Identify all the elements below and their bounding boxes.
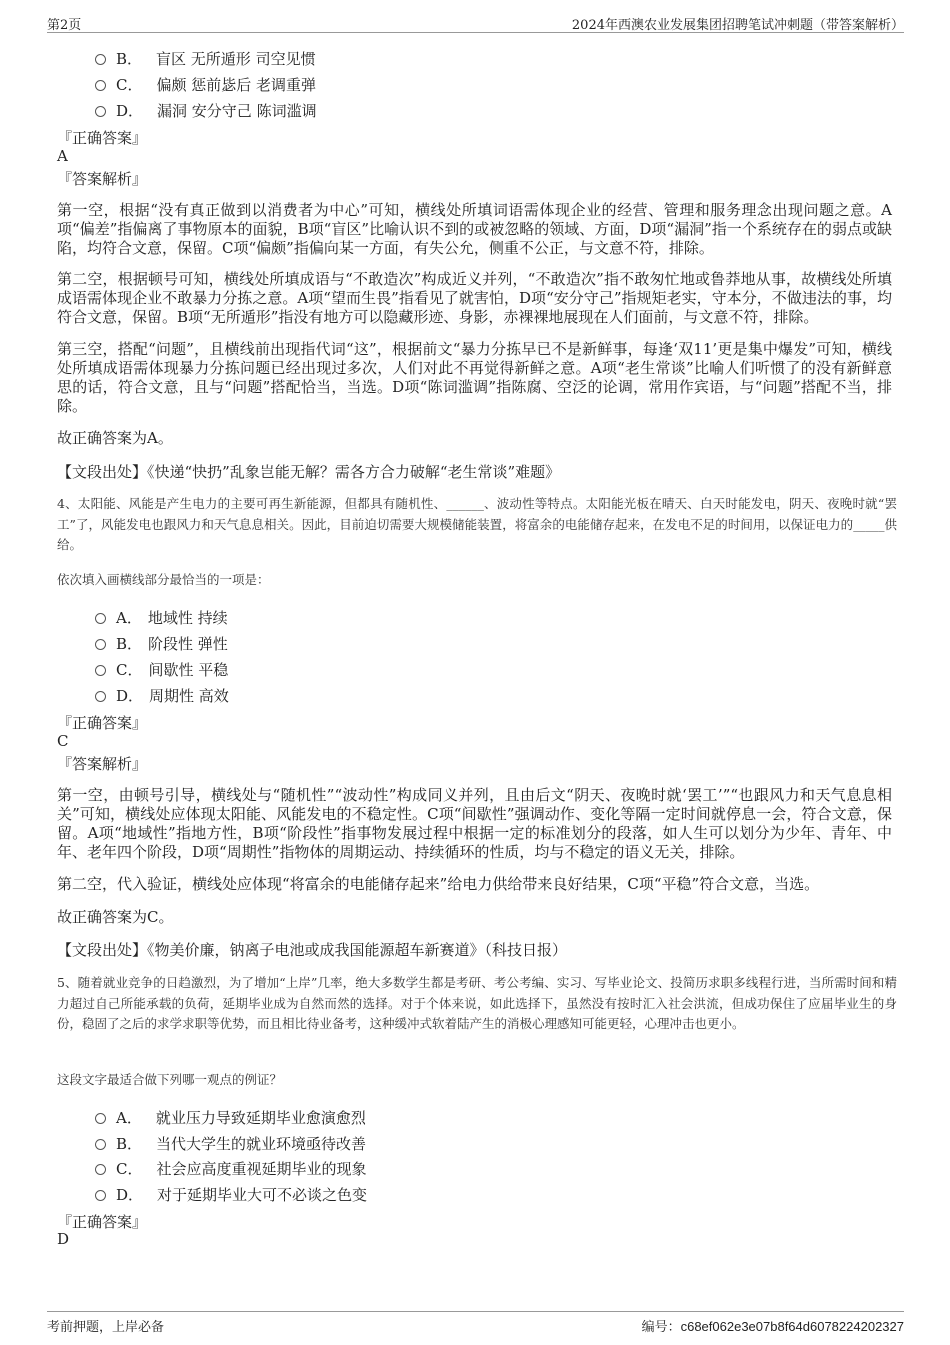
page-number: 第2页 (47, 18, 82, 33)
option-text: 盲区 无所遁形 司空见惯 (156, 50, 316, 68)
radio-icon[interactable] (95, 639, 106, 650)
option-letter: D． (116, 102, 144, 120)
radio-icon[interactable] (95, 1113, 106, 1124)
q4-option-b[interactable] (95, 633, 228, 654)
option-text: 漏洞 安分守己 陈词滥调 (157, 102, 317, 120)
q5-answer: D (57, 1230, 70, 1248)
option-text: 对于延期毕业大可不必谈之色变 (157, 1186, 368, 1204)
q3-analysis-label: 『答案解析』 (57, 170, 148, 188)
q5-prompt: 这段文字最适合做下列哪一观点的例证？ (57, 1072, 283, 1087)
q4-option-a[interactable] (95, 607, 228, 628)
q3-answer: A (57, 147, 68, 165)
option-letter: B． (116, 1135, 143, 1153)
radio-icon[interactable] (95, 80, 106, 91)
q4-analysis-paragraph-2: 第二空，代入验证，横线处应体现“将富余的电能储存起来”给电力供给带来良好结果，C项“平稳”符合文意，当选。 (57, 875, 820, 893)
q4-conclusion: 故正确答案为C。 (57, 908, 174, 926)
code-label: 编号： (641, 1319, 681, 1334)
q3-answer-label: 『正确答案』 (57, 129, 148, 147)
option-letter: C． (116, 661, 143, 679)
q5-option-d[interactable] (95, 1184, 367, 1205)
q4-stem: 4、太阳能、风能是产生电力的主要可再生新能源，但都具有随机性、______、波动性等特点。太阳能光板在晴天、白天时能发电，阴天、夜晚时就“罢工”了，风能发电也跟风力和天气息息相关。因此，目前迫切需要大规模储能装置，将富余的电能储存起来，在发电不足的时间用，以保证电力的_____供给。 (57, 496, 897, 552)
option-letter: A． (116, 609, 142, 627)
option-text: 当代大学生的就业环境亟待改善 (156, 1135, 367, 1153)
q3-analysis-paragraph-3: 第三空，搭配“问题”，且横线前出现指代词“这”，根据前文“暴力分拣早已不是新鲜事，每逢‘双11’更是集中爆发”可知，横线处所填成语需体现暴力分拣问题已经出现过多次，人们对此不再觉得新鲜之意。A项“老生常谈”比喻人们听惯了的没有新鲜意思的话，符合文意，且与“问题”搭配恰当，当选。D项“陈词滥调”指陈腐、空泛的论调，常用作宾语，与“问题”搭配不当，排除。 (57, 340, 892, 415)
option-letter: C． (116, 76, 143, 94)
option-text: 社会应高度重视延期毕业的现象 (156, 1160, 367, 1178)
page-header (47, 10, 904, 33)
q3-option-c[interactable] (95, 74, 316, 95)
q3-analysis-paragraph-2: 第二空，根据顿号可知，横线处所填成语与“不敢造次”构成近义并列，“不敢造次”指不敢匆忙地或鲁莽地从事，故横线处所填成语需体现企业不敢暴力分拣之意。A项“望而生畏”指看见了就害怕，D项“安分守己”指规矩老实，守本分，不做违法的事，均符合文意，保留。B项“无所遁形”指没有地方可以隐藏形迹、身影，赤裸裸地展现在人们面前，与文意不符，排除。 (57, 270, 892, 326)
q5-option-a[interactable] (95, 1107, 366, 1128)
code-value: c68ef062e3e07b8f64d6078224202327 (680, 1319, 904, 1334)
option-letter: A． (116, 1109, 142, 1127)
q5-option-b[interactable] (95, 1133, 366, 1154)
q4-answer-label: 『正确答案』 (57, 714, 148, 732)
radio-icon[interactable] (95, 613, 106, 624)
option-letter: D． (116, 1186, 144, 1204)
radio-icon[interactable] (95, 1190, 106, 1201)
option-text: 间歇性 平稳 (148, 661, 229, 679)
q3-analysis-paragraph-1: 第一空，根据“没有真正做到以消费者为中心”可知，横线处所填词语需体现企业的经营、管理和服务理念出现问题之意。A项“偏差”指偏离了事物原本的面貌，B项“盲区”比喻认识不到的或被忽略的领域、方面，D项“漏洞”指一个系统存在的弱点或缺陷，均符合文意，保留。C项“偏颇”指偏向某一方面，有失公允，侧重不公正，与文意不符，排除。 (57, 201, 892, 257)
radio-icon[interactable] (95, 106, 106, 117)
page-footer (47, 1311, 904, 1336)
radio-icon[interactable] (95, 54, 106, 65)
option-text: 周期性 高效 (149, 687, 229, 705)
q4-answer: C (57, 732, 69, 750)
q4-option-c[interactable] (95, 659, 228, 680)
radio-icon[interactable] (95, 1164, 106, 1175)
option-text: 就业压力导致延期毕业愈演愈烈 (155, 1109, 366, 1127)
option-letter: C． (116, 1160, 143, 1178)
q5-answer-label: 『正确答案』 (57, 1213, 148, 1231)
option-letter: B． (116, 50, 143, 68)
q3-option-b[interactable] (95, 48, 316, 69)
footer-slogan: 考前押题，上岸必备 (47, 1320, 165, 1335)
q4-option-d[interactable] (95, 685, 229, 706)
option-text: 偏颇 惩前毖后 老调重弹 (156, 76, 317, 94)
option-text: 地域性 持续 (147, 609, 228, 627)
radio-icon[interactable] (95, 1139, 106, 1150)
option-letter: B． (116, 635, 143, 653)
document-code (642, 1316, 904, 1335)
document-title: 2024年西澳农业发展集团招聘笔试冲刺题（带答案解析） (571, 18, 904, 33)
option-text: 阶段性 弹性 (148, 635, 228, 653)
q5-stem: 5、随着就业竞争的日趋激烈，为了增加“上岸”几率，绝大多数学生都是考研、考公考编、实习、写毕业论文、投简历求职多线程行进，当所需时间和精力超过自己所能承载的负荷，延期毕业成为自然而然的选择。对于个体来说，如此选择下，虽然没有按时汇入社会洪流，但成功保住了应届毕业生的身份，稳固了之后的求学求职等优势，而且相比待业备考，这种缓冲式软着陆产生的消极心理感知可能更轻，心理冲击也更小。 (57, 975, 897, 1031)
q5-option-c[interactable] (95, 1158, 367, 1179)
radio-icon[interactable] (95, 691, 106, 702)
q3-option-d[interactable] (95, 100, 317, 121)
q4-prompt: 依次填入画横线部分最恰当的一项是： (57, 572, 270, 587)
q3-conclusion: 故正确答案为A。 (57, 429, 173, 447)
radio-icon[interactable] (95, 665, 106, 676)
q4-analysis-label: 『答案解析』 (57, 755, 148, 773)
q4-analysis-paragraph-1: 第一空，由顿号引导，横线处与“随机性”“波动性”构成同义并列，且由后文“阴天、夜晚时就‘罢工’”“也跟风力和天气息息相关”可知，横线处应体现太阳能、风能发电的不稳定性。C项“间歇性”强调动作、变化等隔一定时间就停息一会，符合文意，保留。A项“地域性”指地方性，B项“阶段性”指事物发展过程中根据一定的标准划分的段落，如人生可以划分为少年、青年、中年、老年四个阶段，D项“周期性”指物体的周期运动、持续循环的性质，均与不稳定的语义无关，排除。 (57, 786, 892, 861)
q3-source: 【文段出处】《快递“快扔”乱象岂能无解？需各方合力破解“老生常谈”难题》 (57, 463, 561, 481)
option-letter: D． (116, 687, 144, 705)
q4-source: 【文段出处】《物美价廉，钠离子电池或成我国能源超车新赛道》（科技日报） (57, 941, 568, 959)
